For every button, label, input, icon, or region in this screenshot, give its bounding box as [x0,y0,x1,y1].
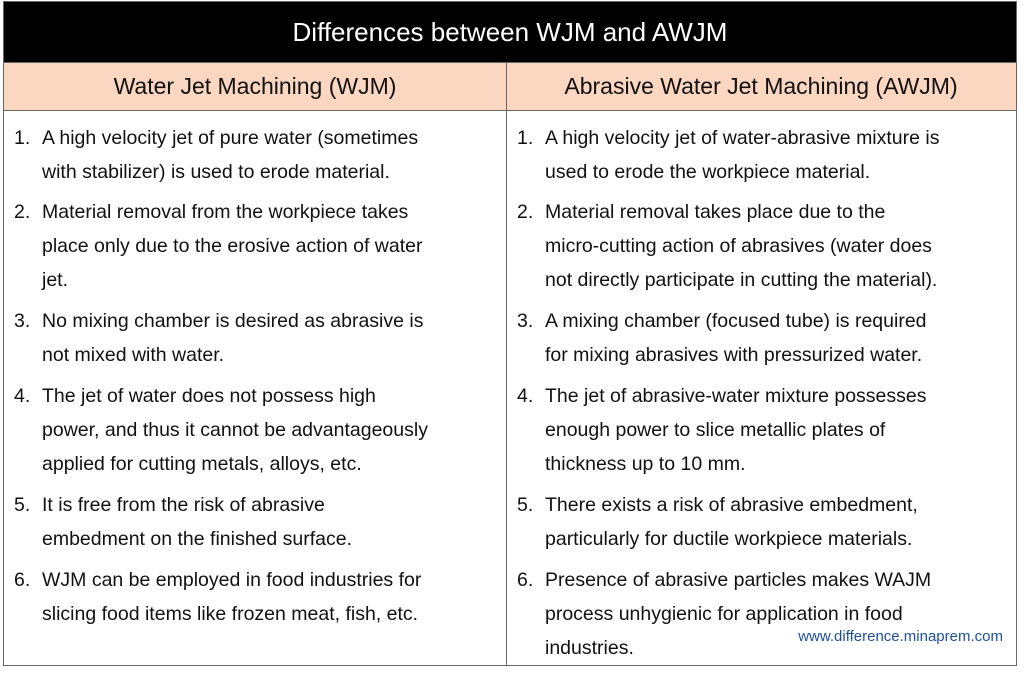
comparison-table [3,1,1017,666]
list-item [517,304,1008,372]
item-text [545,379,1008,481]
item-text-line: No mixing chamber is desired as abrasive is [42,310,424,332]
item-text-line: not directly participate in cutting the material). [545,269,938,291]
item-number: 1. [14,127,31,149]
item-number: 2. [14,201,31,223]
item-text-line: Material removal from the workpiece takes [42,201,409,223]
item-text-line: with stabilizer) is used to erode material. [42,161,390,183]
item-text-line: slicing food items like frozen meat, fish, etc. [42,603,419,625]
item-text-line: It is free from the risk of abrasive [42,494,325,516]
header-awjm: Abrasive Water Jet Machining (AWJM) [564,73,958,99]
item-text-line: process unhygienic for application in food [545,603,903,625]
item-text-line: Presence of abrasive particles makes WAJM [545,569,932,591]
item-text-line: power, and thus it cannot be advantageously [42,419,428,441]
item-text-line: for mixing abrasives with pressurized water. [545,344,923,366]
item-text [545,563,1008,665]
list-item [14,121,498,189]
item-text-line: enough power to slice metallic plates of [545,419,886,441]
item-text-line: embedment on the finished surface. [42,528,353,550]
list-item [517,379,1008,481]
item-text-line: WJM can be employed in food industries for [42,569,422,591]
item-text-line: jet. [42,269,69,291]
item-text-line: micro-cutting action of abrasives (water does [545,235,932,257]
item-text-line: not mixed with water. [42,344,225,366]
item-number: 3. [14,310,31,332]
item-text [545,195,1008,297]
watermark-text: www.difference.minaprem.com [798,628,1003,645]
item-text [42,304,498,372]
item-text-line: industries. [545,637,634,659]
item-text-line: thickness up to 10 mm. [545,453,746,475]
item-number: 4. [517,385,534,407]
list-item [14,379,498,481]
list-item [14,195,498,297]
item-text [42,121,498,189]
awjm-column [507,111,1016,665]
list-item [14,304,498,372]
item-text-line: There exists a risk of abrasive embedment, [545,494,918,516]
item-text [42,379,498,481]
item-number: 5. [14,494,31,516]
item-text-line: The jet of water does not possess high [42,385,376,407]
item-text-line: A mixing chamber (focused tube) is required [545,310,927,332]
item-text-line: A high velocity jet of water-abrasive mixture is [545,127,940,149]
item-number: 2. [517,201,534,223]
item-text-line: used to erode the workpiece material. [545,161,871,183]
item-text [545,121,1008,189]
item-number: 5. [517,494,534,516]
item-text-line: A high velocity jet of pure water (sometimes [42,127,419,149]
header-wjm: Water Jet Machining (WJM) [113,73,397,99]
item-number: 3. [517,310,534,332]
item-text-line: particularly for ductile workpiece materials. [545,528,913,550]
item-text-line: Material removal takes place due to the [545,201,886,223]
item-text [545,304,1008,372]
item-text [42,195,498,297]
list-item [14,563,498,631]
list-item [517,195,1008,297]
list-item [517,488,1008,556]
wjm-column [4,111,506,665]
item-text-line: The jet of abrasive-water mixture possesses [545,385,927,407]
item-text-line: applied for cutting metals, alloys, etc. [42,453,362,475]
item-number: 6. [517,569,534,591]
list-item [517,563,1008,665]
table-title: Differences between WJM and AWJM [4,2,1016,62]
item-number: 6. [14,569,31,591]
list-item [14,488,498,556]
list-item [517,121,1008,189]
item-text [42,563,498,631]
item-text-line: place only due to the erosive action of water [42,235,423,257]
item-text [42,488,498,556]
item-number: 1. [517,127,534,149]
item-text [545,488,1008,556]
header-row [4,62,1016,111]
item-number: 4. [14,385,31,407]
